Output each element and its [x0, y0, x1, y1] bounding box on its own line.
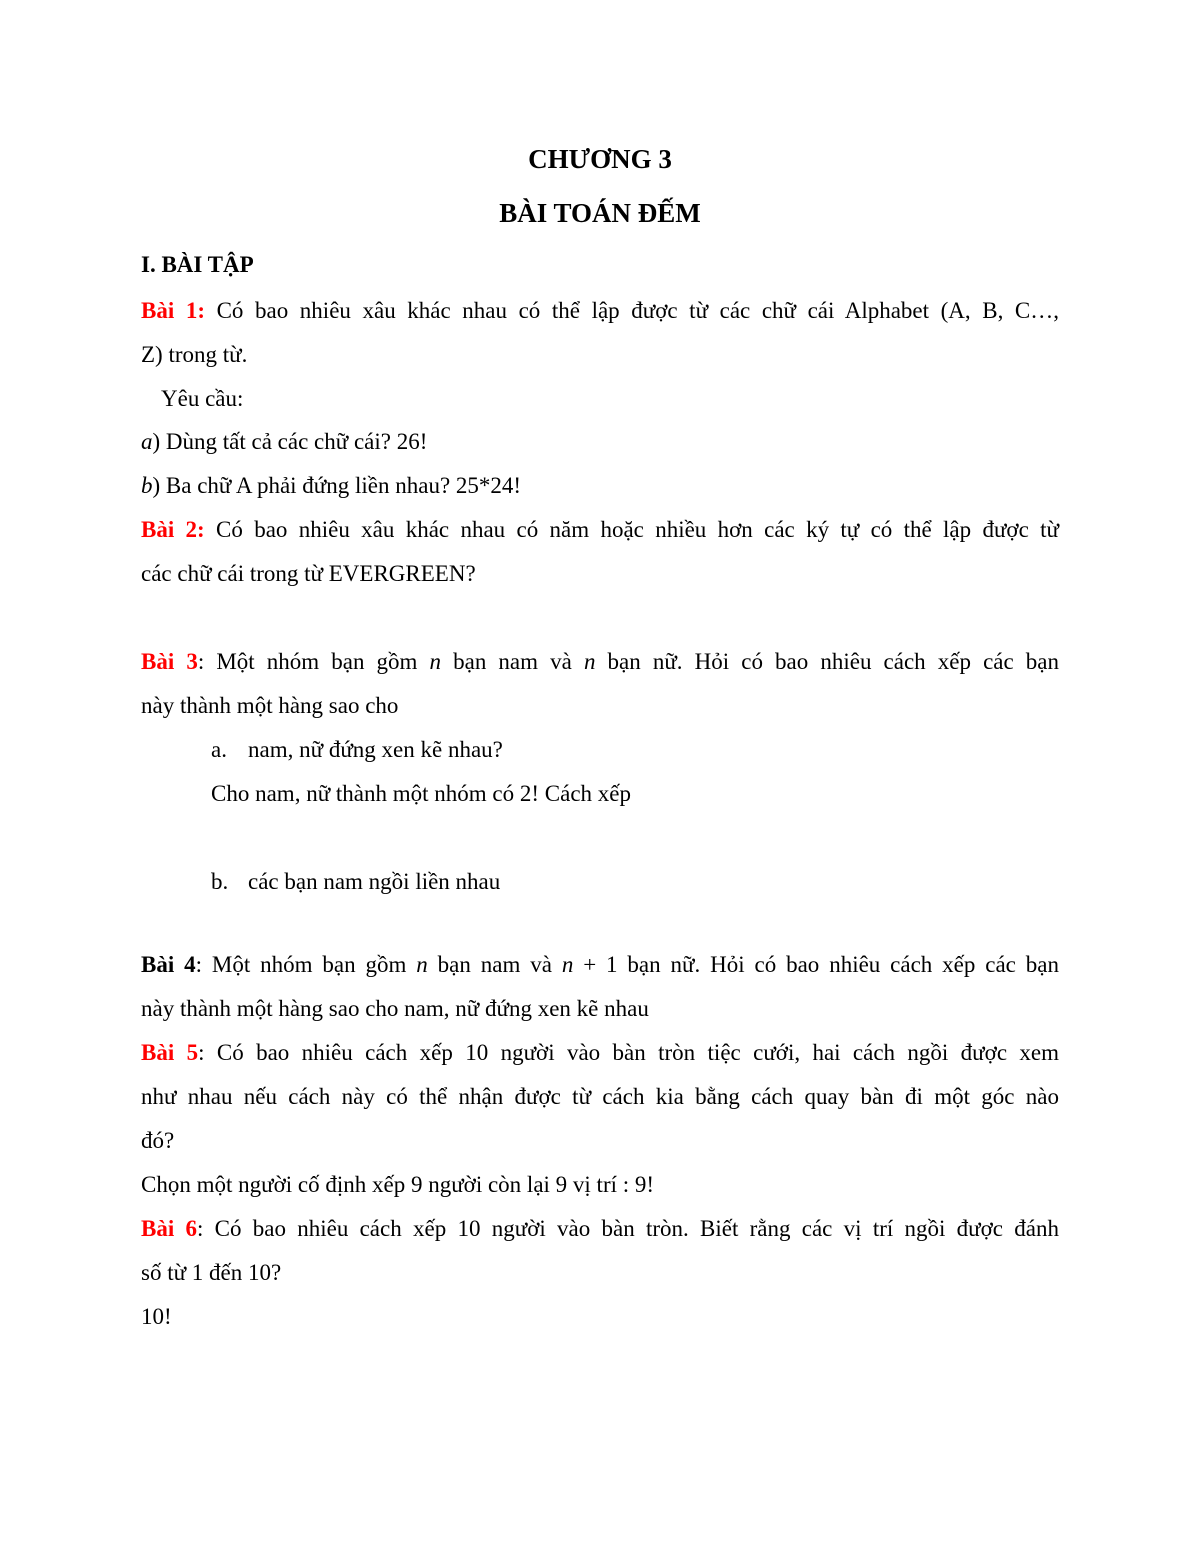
bai3-text-part1: : Một nhóm bạn gồm	[197, 649, 430, 674]
bai2-line1	[141, 515, 1059, 545]
bai4-text-part2: bạn nam và	[427, 952, 562, 977]
bai1-item-b	[141, 471, 521, 501]
bai4-var-n2: n	[561, 952, 574, 977]
bai5-label: Bài 5	[141, 1040, 199, 1065]
bai3-item-b-text: các bạn nam ngồi liền nhau	[248, 869, 501, 894]
bai4-var-n1: n	[416, 952, 428, 977]
bai1-requirement: Yêu cầu:	[161, 386, 244, 411]
bai6-text-line1: : Có bao nhiêu cách xếp 10 người vào bàn tròn. Biết rằng các vị trí ngồi được đánh	[197, 1216, 1059, 1241]
bai5-line1	[141, 1038, 1059, 1068]
bai5-text-line1: : Có bao nhiêu cách xếp 10 người vào bàn tròn tiệc cưới, hai cách ngồi được xem	[198, 1040, 1059, 1065]
bai3-item-a-text: nam, nữ đứng xen kẽ nhau?	[248, 737, 503, 762]
bai4-text-part3: + 1 bạn nữ. Hỏi có bao nhiêu cách xếp các bạn	[573, 952, 1059, 977]
bai3-item-b-marker: b.	[211, 869, 229, 894]
bai4-text-line2: này thành một hàng sao cho nam, nữ đứng xen kẽ nhau	[141, 996, 649, 1021]
bai4-label: Bài 4	[141, 952, 196, 977]
bai3-text-part3: bạn nữ. Hỏi có bao nhiêu cách xếp các bạn	[595, 649, 1059, 674]
bai1-text-line2: Z) trong từ.	[141, 342, 248, 367]
bai6-answer: 10!	[141, 1304, 172, 1329]
bai3-text-line2: này thành một hàng sao cho	[141, 693, 399, 718]
bai5-text-line2: như nhau nếu cách này có thể nhận được từ cách kia bằng cách quay bàn đi một góc nào	[141, 1084, 1059, 1109]
bai3-var-n2: n	[583, 649, 596, 674]
bai1-a-text: ) Dùng tất cả các chữ cái? 26!	[152, 429, 428, 454]
bai1-line1	[141, 296, 1059, 326]
bai3-var-n1: n	[429, 649, 442, 674]
bai3-label: Bài 3	[141, 649, 198, 674]
bai6-label: Bài 6	[141, 1216, 197, 1241]
bai3-line1	[141, 647, 1059, 677]
bai3-answer-a: Cho nam, nữ thành một nhóm có 2! Cách xếp	[211, 781, 632, 806]
chapter-title: CHƯƠNG 3	[528, 144, 672, 174]
chapter-subtitle: BÀI TOÁN ĐẾM	[499, 198, 701, 228]
bai2-label: Bài 2:	[141, 517, 205, 542]
bai1-label: Bài 1:	[141, 298, 205, 323]
bai2-text-line1: Có bao nhiêu xâu khác nhau có năm hoặc nhiều hơn các ký tự có thể lập được từ	[204, 517, 1059, 542]
bai5-answer: Chọn một người cố định xếp 9 người còn lại 9 vị trí : 9!	[141, 1172, 655, 1197]
bai1-b-label: b	[141, 473, 153, 498]
bai4-line1	[141, 950, 1059, 980]
bai1-b-text: ) Ba chữ A phải đứng liền nhau? 25*24!	[152, 473, 522, 498]
bai2-text-line2: các chữ cái trong từ EVERGREEN?	[141, 561, 476, 586]
section-heading: I. BÀI TẬP	[141, 252, 254, 277]
bai1-item-a	[141, 427, 427, 457]
bai6-text-line2: số từ 1 đến 10?	[141, 1260, 282, 1285]
bai5-text-line3: đó?	[141, 1128, 175, 1153]
bai4-text-part1: : Một nhóm bạn gồm	[195, 952, 417, 977]
bai1-a-label: a	[141, 429, 153, 454]
bai3-text-part2: bạn nam và	[441, 649, 584, 674]
bai3-item-a-marker: a.	[211, 737, 227, 762]
bai6-line1	[141, 1214, 1059, 1244]
bai1-text-line1: Có bao nhiêu xâu khác nhau có thể lập được từ các chữ cái Alphabet (A, B, C…,	[204, 298, 1059, 323]
